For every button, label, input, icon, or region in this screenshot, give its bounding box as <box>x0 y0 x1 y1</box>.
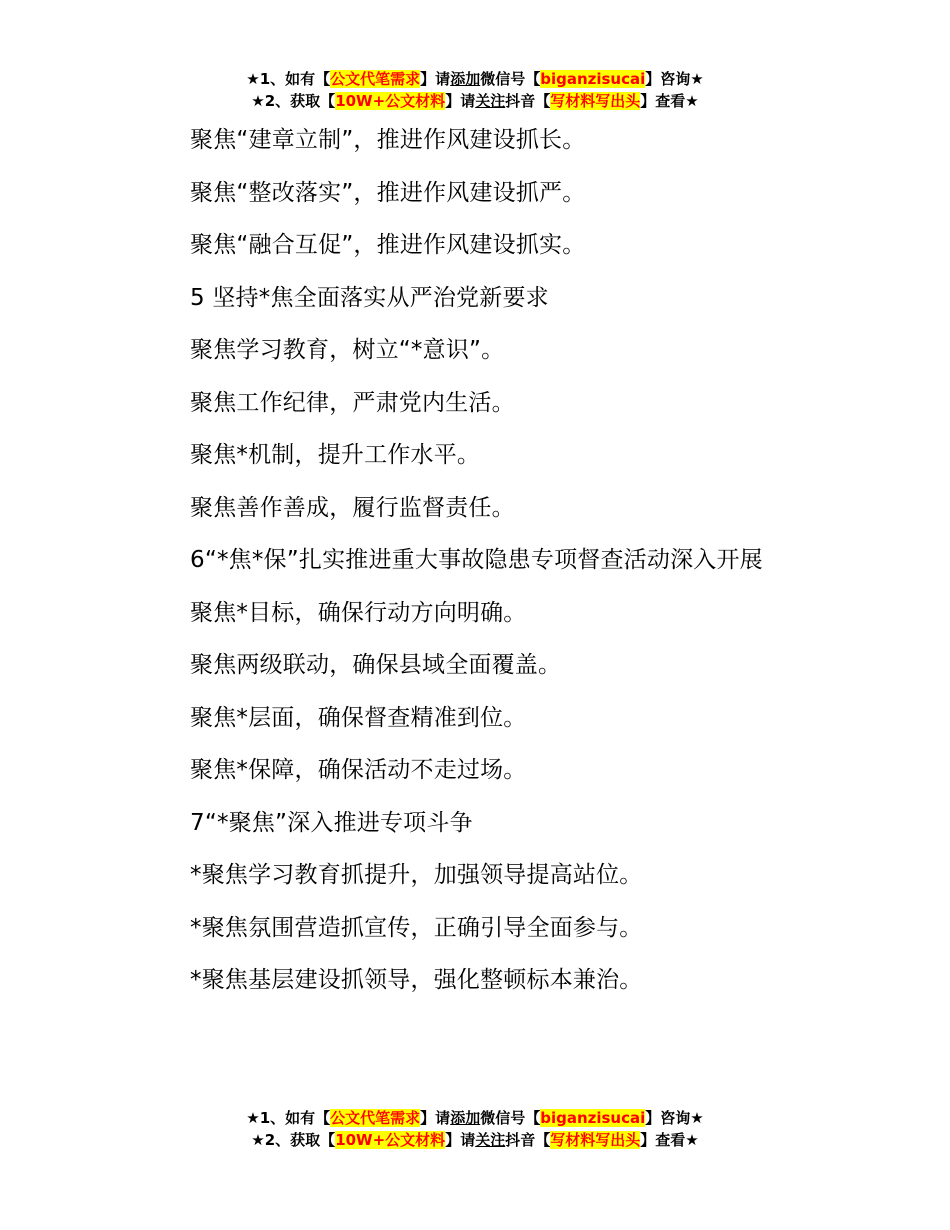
footer-highlight-service: 公文代笔需求 <box>330 1109 421 1127</box>
header-line-2-mid2: 抖音【 <box>505 92 551 110</box>
section-heading: 7“*聚焦”深入推进专项斗争 <box>190 809 473 836</box>
header-highlight-douyin: 写材料写出头 <box>550 92 641 110</box>
header-highlight-service: 公文代笔需求 <box>330 70 421 88</box>
paragraph: *聚焦氛围营造抓宣传，正确引导全面参与。 <box>190 914 643 941</box>
document-body <box>140 114 812 1007</box>
paragraph: 聚焦*层面，确保督查精准到位。 <box>190 704 527 731</box>
footer-highlight-wechat-id: biganzisucai <box>540 1109 646 1127</box>
paragraph: 聚焦“建章立制”，推进作风建设抓长。 <box>190 127 586 153</box>
paragraph: 聚焦学习教育，树立“*意识”。 <box>190 337 505 363</box>
header-line-2-end: 】查看★ <box>640 92 699 110</box>
section-heading: 5 坚持*焦全面落实从严治党新要求 <box>190 284 549 311</box>
header-line-1 <box>0 68 950 90</box>
paragraph: 聚焦善作善成，履行监督责任。 <box>190 494 515 521</box>
header-line-1-mid1: 】请 <box>420 70 451 88</box>
header-line-2-mid1: 】请 <box>445 92 476 110</box>
footer-line-2-mid2: 抖音【 <box>505 1131 551 1149</box>
footer-underline-follow: 关注 <box>475 1131 506 1149</box>
header-line-1-prefix: ★1、如有【 <box>246 70 331 88</box>
header-line-1-mid2: 微信号【 <box>480 70 541 88</box>
header-banner <box>0 68 950 112</box>
paragraph: 聚焦“融合互促”，推进作风建设抓实。 <box>190 232 586 258</box>
footer-line-1 <box>0 1107 950 1129</box>
header-underline-follow: 关注 <box>475 92 506 110</box>
paragraph: *聚焦学习教育抓提升，加强领导提高站位。 <box>190 862 643 888</box>
section-heading: 6“*焦*保”扎实推进重大事故隐患专项督查活动深入开展 <box>190 547 763 573</box>
header-line-2 <box>0 90 950 112</box>
paragraph: 聚焦工作纪律，严肃党内生活。 <box>190 389 515 416</box>
header-line-2-prefix: ★2、获取【 <box>251 92 336 110</box>
footer-line-1-end: 】咨询★ <box>645 1109 704 1127</box>
footer-line-2-end: 】查看★ <box>640 1131 699 1149</box>
footer-banner <box>0 1107 950 1151</box>
paragraph: 聚焦*目标，确保行动方向明确。 <box>190 599 527 626</box>
footer-line-1-mid1: 】请 <box>420 1109 451 1127</box>
footer-underline-add: 添加 <box>450 1109 481 1127</box>
paragraph: 聚焦“整改落实”，推进作风建设抓严。 <box>190 179 586 206</box>
header-highlight-wechat-id: biganzisucai <box>540 70 646 88</box>
header-line-1-end: 】咨询★ <box>645 70 704 88</box>
paragraph: *聚焦基层建设抓领导，强化整顿标本兼治。 <box>190 967 643 993</box>
footer-highlight-materials: 10W+公文材料 <box>335 1131 446 1149</box>
header-underline-add: 添加 <box>450 70 481 88</box>
paragraph: 聚焦*保障，确保活动不走过场。 <box>190 757 527 783</box>
footer-highlight-douyin: 写材料写出头 <box>550 1131 641 1149</box>
footer-line-2-prefix: ★2、获取【 <box>251 1131 336 1149</box>
footer-line-2 <box>0 1129 950 1151</box>
footer-line-1-mid2: 微信号【 <box>480 1109 541 1127</box>
footer-line-2-mid1: 】请 <box>445 1131 476 1149</box>
paragraph: 聚焦两级联动，确保县域全面覆盖。 <box>190 652 562 678</box>
header-highlight-materials: 10W+公文材料 <box>335 92 446 110</box>
footer-line-1-prefix: ★1、如有【 <box>246 1109 331 1127</box>
paragraph: 聚焦*机制，提升工作水平。 <box>190 442 481 468</box>
